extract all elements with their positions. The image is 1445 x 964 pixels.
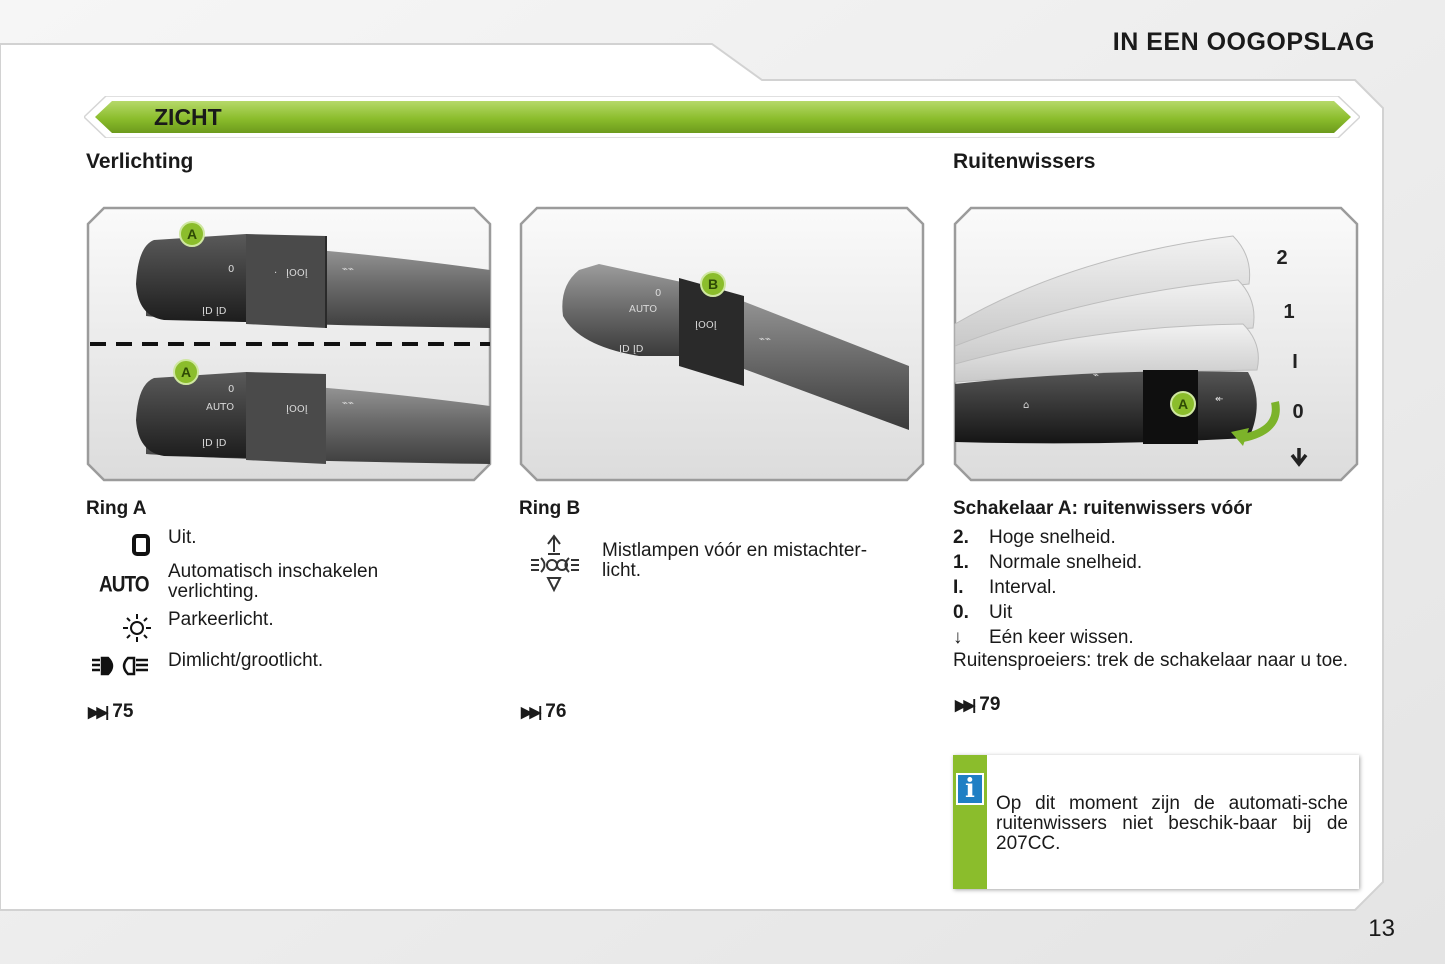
ring-a-heading: Ring A: [86, 498, 147, 519]
svg-text:⌂: ⌂: [1023, 400, 1030, 411]
list-item: [953, 575, 1363, 600]
svg-text:ĮOOĮ: ĮOOĮ: [695, 320, 717, 331]
svg-text:⌁⌁: ⌁⌁: [342, 398, 355, 409]
banner-label: ZICHT: [154, 104, 222, 130]
ring-a-item-parking: Parkeerlicht.: [168, 609, 274, 630]
svg-text:0: 0: [228, 264, 235, 275]
off-ring-icon: [131, 534, 151, 556]
svg-text:ĮD ĮD: ĮD ĮD: [202, 306, 227, 317]
svg-text:↞: ↞: [1215, 394, 1224, 405]
list-item: [953, 550, 1363, 575]
wiper-positions-list: [953, 525, 1363, 650]
svg-text:AUTO: AUTO: [629, 304, 658, 315]
ring-a-ref-number: 75: [112, 701, 134, 722]
list-item: [953, 525, 1363, 550]
list-item: [953, 600, 1363, 625]
svg-text:0: 0: [228, 384, 235, 395]
svg-text:·: ·: [274, 268, 278, 279]
ring-b-photo: [519, 206, 925, 482]
wiper-text: Eén keer wissen.: [989, 626, 1134, 648]
info-box: [953, 755, 1359, 889]
washer-instruction: Ruitensproeiers: trek de schakelaar naar u toe.: [953, 650, 1348, 671]
wiper-text: Interval.: [989, 576, 1057, 598]
ring-b-item-line1: Mistlampen vóór en mistachter-: [602, 540, 868, 561]
wipers-page-ref[interactable]: [955, 694, 1000, 716]
ring-a-top-label: A: [186, 226, 198, 242]
ring-a-item-beam: Dimlicht/grootlicht.: [168, 650, 324, 671]
ring-a-bottom-label: A: [180, 364, 192, 380]
wiper-key: 0.: [953, 601, 969, 623]
ring-a-photo: [86, 206, 492, 482]
info-icon: i: [956, 773, 984, 805]
fog-lamps-icon: [528, 532, 582, 596]
wiper-key: 1.: [953, 551, 969, 573]
svg-text:ĮOOĮ: ĮOOĮ: [286, 404, 308, 415]
wiper-text: Uit: [989, 601, 1013, 623]
ring-a-page-ref[interactable]: [88, 701, 133, 723]
auto-icon: AUTO: [99, 573, 149, 598]
page-reference-icon: ▶▶|: [955, 697, 974, 714]
svg-text:⌁: ⌁: [1093, 370, 1100, 381]
page-reference-icon: ▶▶|: [88, 704, 107, 721]
section-banner: [84, 96, 1360, 138]
wiper-photo: [953, 206, 1359, 482]
info-text: Op dit moment zijn de automati-sche ruitenwissers niet beschik-baar bij de 207CC.: [996, 793, 1348, 854]
wiper-pos-0: 0: [1292, 401, 1304, 423]
lighting-heading: Verlichting: [86, 150, 194, 173]
svg-text:ĮOOĮ: ĮOOĮ: [286, 268, 308, 279]
ring-b-page-ref[interactable]: [521, 701, 566, 723]
wipers-ref-number: 79: [979, 694, 1001, 715]
wiper-pos-1: 1: [1283, 301, 1295, 323]
ring-a-item-auto-line2: verlichting.: [168, 581, 259, 602]
dipped-main-beam-icon: [90, 656, 152, 676]
page-number: 13: [1368, 915, 1395, 942]
svg-text:0: 0: [655, 288, 662, 299]
wiper-switch-label: A: [1177, 396, 1189, 412]
parking-light-icon: [121, 612, 153, 644]
wiper-key: I.: [953, 576, 964, 598]
ring-a-item-auto-line1: Automatisch inschakelen: [168, 561, 379, 582]
svg-text:ĮD ĮD: ĮD ĮD: [619, 344, 644, 355]
page-reference-icon: ▶▶|: [521, 704, 540, 721]
list-item: [953, 625, 1363, 650]
ring-a-item-off: Uit.: [168, 527, 197, 548]
page-title: IN EEN OOGOPSLAG: [1112, 28, 1375, 56]
ring-b-item-line2: licht.: [602, 560, 642, 581]
ring-b-ref-number: 76: [545, 701, 567, 722]
ring-b-heading: Ring B: [519, 498, 581, 519]
ring-b-label: B: [707, 276, 719, 292]
svg-text:⌁⌁: ⌁⌁: [759, 334, 772, 345]
svg-text:AUTO: AUTO: [206, 402, 235, 413]
wipers-sub-heading: Schakelaar A: ruitenwissers vóór: [953, 498, 1253, 519]
down-arrow-icon: ↓: [953, 626, 963, 648]
wiper-pos-2: 2: [1276, 247, 1288, 269]
svg-text:⌁⌁: ⌁⌁: [342, 264, 355, 275]
wiper-text: Hoge snelheid.: [989, 526, 1116, 548]
svg-text:ĮD ĮD: ĮD ĮD: [202, 438, 227, 449]
wiper-text: Normale snelheid.: [989, 551, 1143, 573]
wipers-heading: Ruitenwissers: [953, 150, 1096, 173]
wiper-key: 2.: [953, 526, 969, 548]
wiper-pos-interval: I: [1292, 351, 1298, 373]
